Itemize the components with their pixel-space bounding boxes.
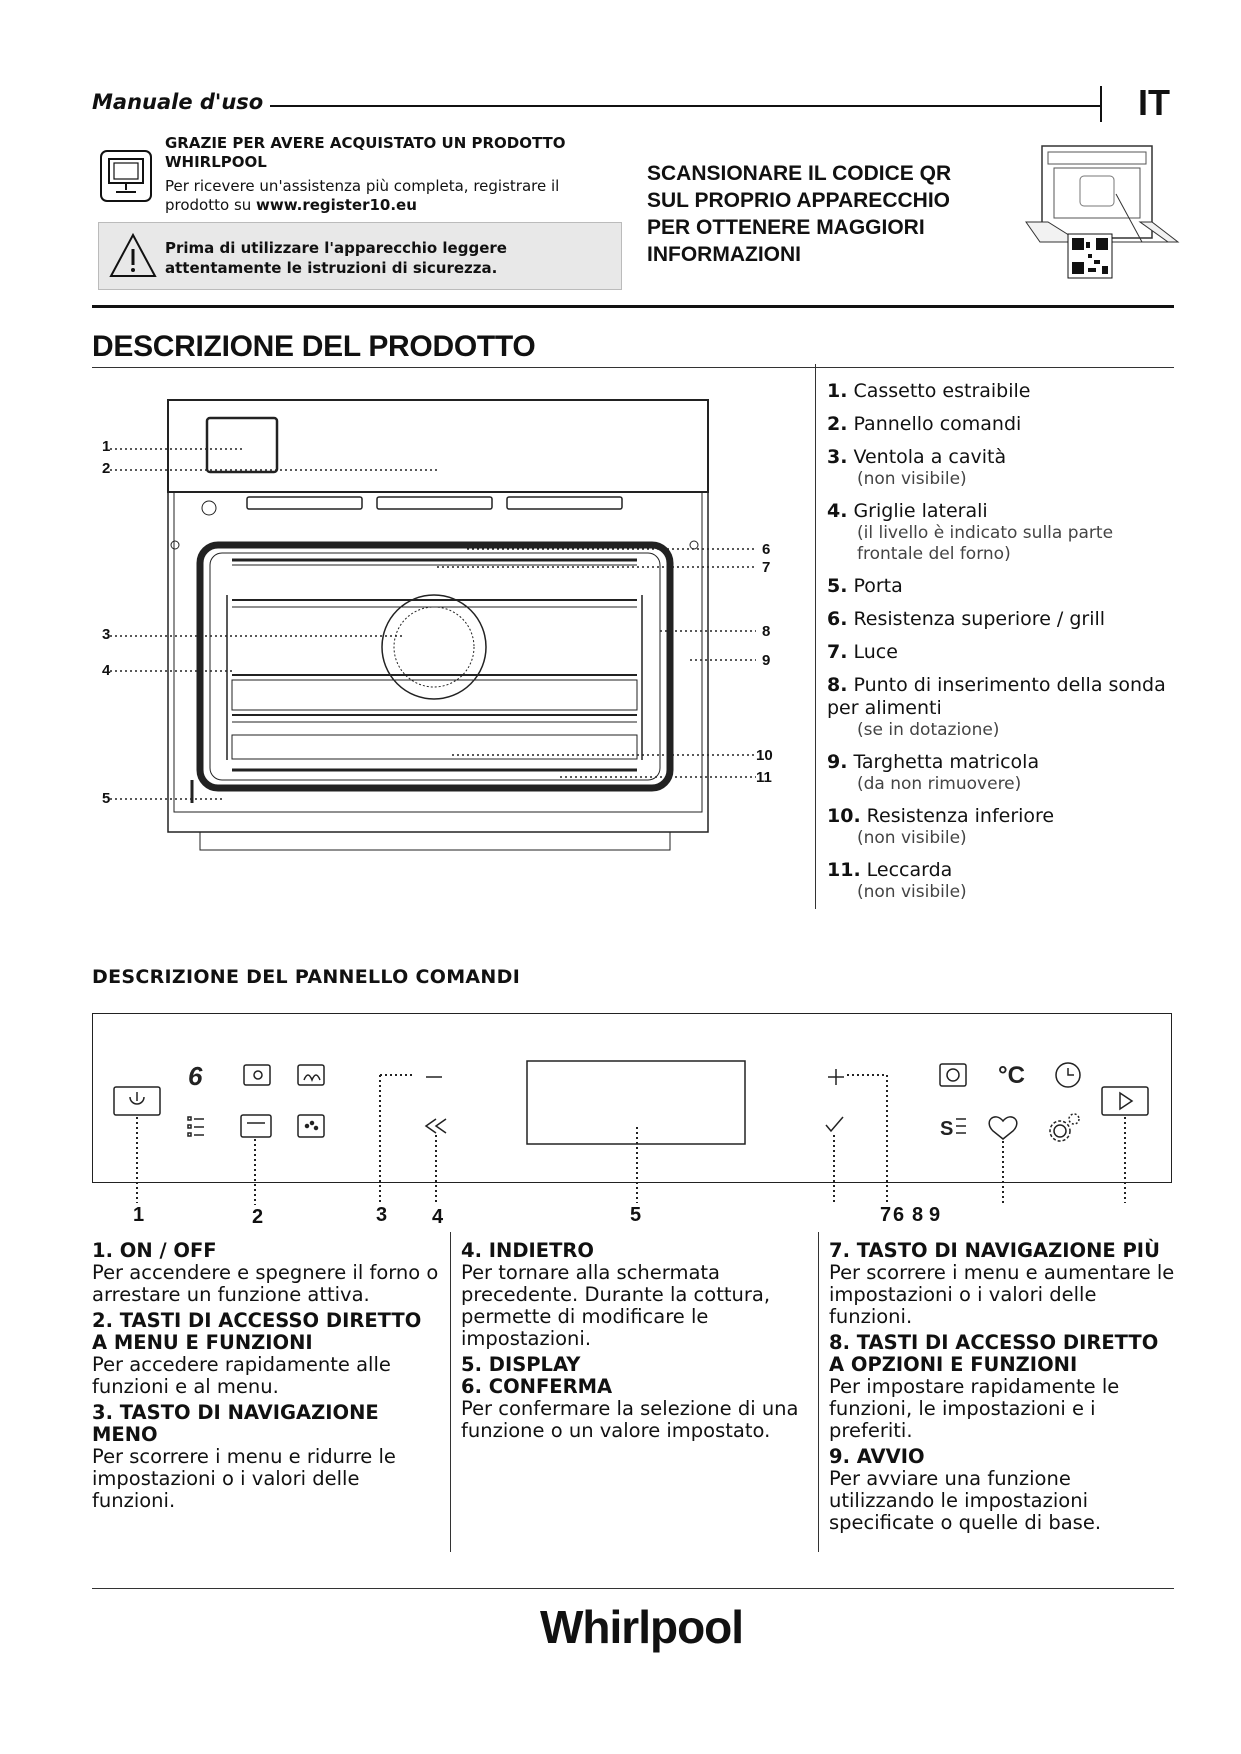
- part-note: (non visibile): [857, 469, 967, 489]
- part-title: [827, 859, 1177, 882]
- callout-4: 4: [432, 1206, 444, 1228]
- callout-8: 8: [912, 1204, 924, 1226]
- description-text: Per confermare la selezione di una funzione o un valore impostato.: [461, 1397, 799, 1442]
- defrost-icon[interactable]: [244, 1065, 270, 1085]
- part-note: (non visibile): [857, 828, 967, 848]
- sixth-sense-label: 6: [188, 1061, 203, 1091]
- diagram-label-10: 10: [756, 747, 773, 764]
- part-number: 8.: [827, 674, 848, 696]
- display-screen: [527, 1061, 745, 1144]
- parts-divider: [815, 364, 816, 909]
- diagram-label-1: 1: [102, 438, 111, 455]
- footer-rule: [92, 1588, 1174, 1589]
- s-label: S: [940, 1118, 954, 1140]
- celsius-icon[interactable]: °C: [998, 1062, 1025, 1089]
- callout-5: 5: [630, 1204, 642, 1226]
- register-prefix: Per ricevere un'assistenza più completa, registrare il prodotto su: [165, 177, 560, 214]
- callout-1: 1: [133, 1204, 145, 1226]
- description-heading: 2. TASTI DI ACCESSO DIRETTO A MENU E FUNZIONI: [92, 1309, 422, 1354]
- part-number: 5.: [827, 575, 848, 597]
- part-title: [827, 751, 1177, 774]
- part-note: (non visibile): [857, 882, 967, 902]
- 6th-sense-icon[interactable]: [188, 1061, 203, 1091]
- description-heading: 4. INDIETRO: [461, 1239, 594, 1262]
- diagram-label-3: 3: [102, 626, 111, 643]
- callout-6: 6: [893, 1204, 905, 1226]
- part-number: 11.: [827, 859, 861, 881]
- part-item: [827, 575, 1177, 598]
- timer-icon[interactable]: [940, 1064, 966, 1086]
- power-icon[interactable]: [114, 1087, 160, 1115]
- description-heading: 1. ON / OFF: [92, 1239, 217, 1262]
- whirlpool-logo: Whirlpool: [540, 1601, 744, 1653]
- header-rule: [270, 105, 1100, 107]
- column-divider-1: [450, 1232, 451, 1552]
- part-name: Luce: [853, 641, 898, 663]
- steam-icon[interactable]: [298, 1065, 324, 1085]
- description-heading: 9. AVVIO: [829, 1445, 925, 1468]
- part-title: [827, 608, 1177, 631]
- callout-3: 3: [376, 1204, 388, 1226]
- register-link[interactable]: www.register10.eu: [256, 196, 417, 214]
- diagram-label-8: 8: [762, 623, 771, 640]
- description-text: Per accedere rapidamente alle funzioni e al menu.: [92, 1353, 391, 1398]
- grill-icon[interactable]: [241, 1115, 271, 1137]
- description-text: Per avviare una funzione utilizzando le impostazioni specificate o quelle di base.: [829, 1467, 1102, 1534]
- parts-list: [827, 380, 1177, 913]
- part-item: [827, 751, 1177, 795]
- part-number: 4.: [827, 500, 848, 522]
- part-item: [827, 608, 1177, 631]
- part-number: 2.: [827, 413, 848, 435]
- diagram-label-9: 9: [762, 652, 771, 669]
- part-number: 1.: [827, 380, 848, 402]
- part-name: Punto di inserimento della sonda per alimenti: [827, 674, 1166, 719]
- product-description-title: DESCRIZIONE DEL PRODOTTO: [92, 330, 536, 363]
- part-title: [827, 674, 1177, 720]
- safety-warning-text: Prima di utilizzare l'apparecchio leggere attentamente le istruzioni di sicurezza.: [165, 239, 507, 277]
- part-name: Resistenza superiore / grill: [853, 608, 1106, 630]
- part-item: [827, 641, 1177, 664]
- warning-icon: [108, 232, 158, 280]
- dots-icon[interactable]: [298, 1115, 324, 1137]
- s-settings-icon[interactable]: [940, 1118, 966, 1140]
- part-title: [827, 413, 1177, 436]
- thanks-heading: GRAZIE PER AVERE ACQUISTATO UN PRODOTTO WHIRLPOOL: [165, 134, 566, 171]
- control-panel-diagram: [92, 1013, 1172, 1233]
- part-name: Porta: [853, 575, 903, 597]
- header-bottom-rule: [92, 305, 1174, 308]
- part-item: [827, 500, 1177, 565]
- qr-code-icon: [1068, 234, 1112, 278]
- part-note: (da non rimuovere): [857, 774, 1022, 794]
- monitor-icon: [98, 148, 154, 204]
- part-number: 3.: [827, 446, 848, 468]
- list-icon[interactable]: [188, 1117, 204, 1136]
- callout-7: 7: [880, 1204, 892, 1226]
- part-title: [827, 446, 1177, 469]
- description-column-3: [829, 1240, 1179, 1538]
- part-title: [827, 575, 1177, 598]
- control-panel-title: DESCRIZIONE DEL PANNELLO COMANDI: [92, 966, 521, 988]
- part-name: Cassetto estraibile: [853, 380, 1031, 402]
- diagram-label-5: 5: [102, 790, 111, 807]
- part-item: [827, 446, 1177, 490]
- part-item: [827, 859, 1177, 903]
- part-item: [827, 674, 1177, 741]
- description-heading: 3. TASTO DI NAVIGAZIONE MENO: [92, 1401, 379, 1446]
- description-heading: 6. CONFERMA: [461, 1375, 613, 1398]
- description-text: Per impostare rapidamente le funzioni, le impostazioni e i preferiti.: [829, 1375, 1120, 1442]
- part-item: [827, 380, 1177, 403]
- diagram-label-7: 7: [762, 559, 771, 576]
- section-rule: [92, 367, 1174, 368]
- diagram-label-2: 2: [102, 460, 111, 477]
- description-text: Per tornare alla schermata precedente. Durante la cottura, permette di modificare le impostazioni.: [461, 1261, 771, 1350]
- check-icon[interactable]: [826, 1117, 843, 1131]
- part-name: Leccarda: [866, 859, 953, 881]
- oven-qr-illustration: [1020, 142, 1180, 282]
- part-title: [827, 500, 1177, 523]
- plus-icon[interactable]: [828, 1069, 844, 1085]
- part-item: [827, 805, 1177, 849]
- part-name: Resistenza inferiore: [866, 805, 1055, 827]
- part-number: 9.: [827, 751, 848, 773]
- header-divider: [1100, 86, 1102, 122]
- column-divider-2: [818, 1232, 819, 1552]
- description-heading: 8. TASTI DI ACCESSO DIRETTO A OPZIONI E FUNZIONI: [829, 1331, 1159, 1376]
- manual-title: Manuale d'uso: [92, 90, 264, 114]
- callout-9: 9: [929, 1204, 941, 1226]
- part-title: [827, 805, 1177, 828]
- part-note: (il livello è indicato sulla parte frontale del forno): [857, 523, 1114, 564]
- back-icon[interactable]: [426, 1119, 446, 1133]
- part-title: [827, 380, 1177, 403]
- language-code: IT: [1138, 82, 1170, 123]
- description-text: Per accendere e spegnere il forno o arrestare un funzione attiva.: [92, 1261, 439, 1306]
- description-text: Per scorrere i menu e ridurre le impostazioni o i valori delle funzioni.: [92, 1445, 396, 1512]
- description-heading: 7. TASTO DI NAVIGAZIONE PIÙ: [829, 1239, 1160, 1262]
- part-name: Griglie laterali: [853, 500, 988, 522]
- part-name: Pannello comandi: [853, 413, 1022, 435]
- diagram-label-6: 6: [762, 541, 771, 558]
- callout-2: 2: [252, 1206, 264, 1228]
- gear-icon[interactable]: [1050, 1114, 1079, 1141]
- part-title: [827, 641, 1177, 664]
- description-column-2: [461, 1240, 811, 1446]
- play-icon[interactable]: [1102, 1087, 1148, 1115]
- part-item: [827, 413, 1177, 436]
- description-heading: 5. DISPLAY: [461, 1353, 581, 1376]
- description-text: Per scorrere i menu e aumentare le impostazioni o i valori delle funzioni.: [829, 1261, 1175, 1328]
- qr-instructions: SCANSIONARE IL CODICE QR SUL PROPRIO APPARECCHIO PER OTTENERE MAGGIORI INFORMAZIONI: [647, 162, 952, 266]
- oven-diagram: [92, 385, 792, 855]
- part-number: 7.: [827, 641, 848, 663]
- part-number: 6.: [827, 608, 848, 630]
- diagram-label-11: 11: [756, 769, 772, 786]
- diagram-label-4: 4: [102, 662, 111, 679]
- register-text: [165, 177, 605, 215]
- description-column-1: [92, 1240, 442, 1516]
- part-number: 10.: [827, 805, 861, 827]
- heart-icon[interactable]: [989, 1117, 1017, 1139]
- part-name: Ventola a cavità: [853, 446, 1007, 468]
- part-name: Targhetta matricola: [853, 751, 1040, 773]
- part-note: (se in dotazione): [857, 720, 1000, 740]
- clock-icon[interactable]: [1056, 1063, 1080, 1087]
